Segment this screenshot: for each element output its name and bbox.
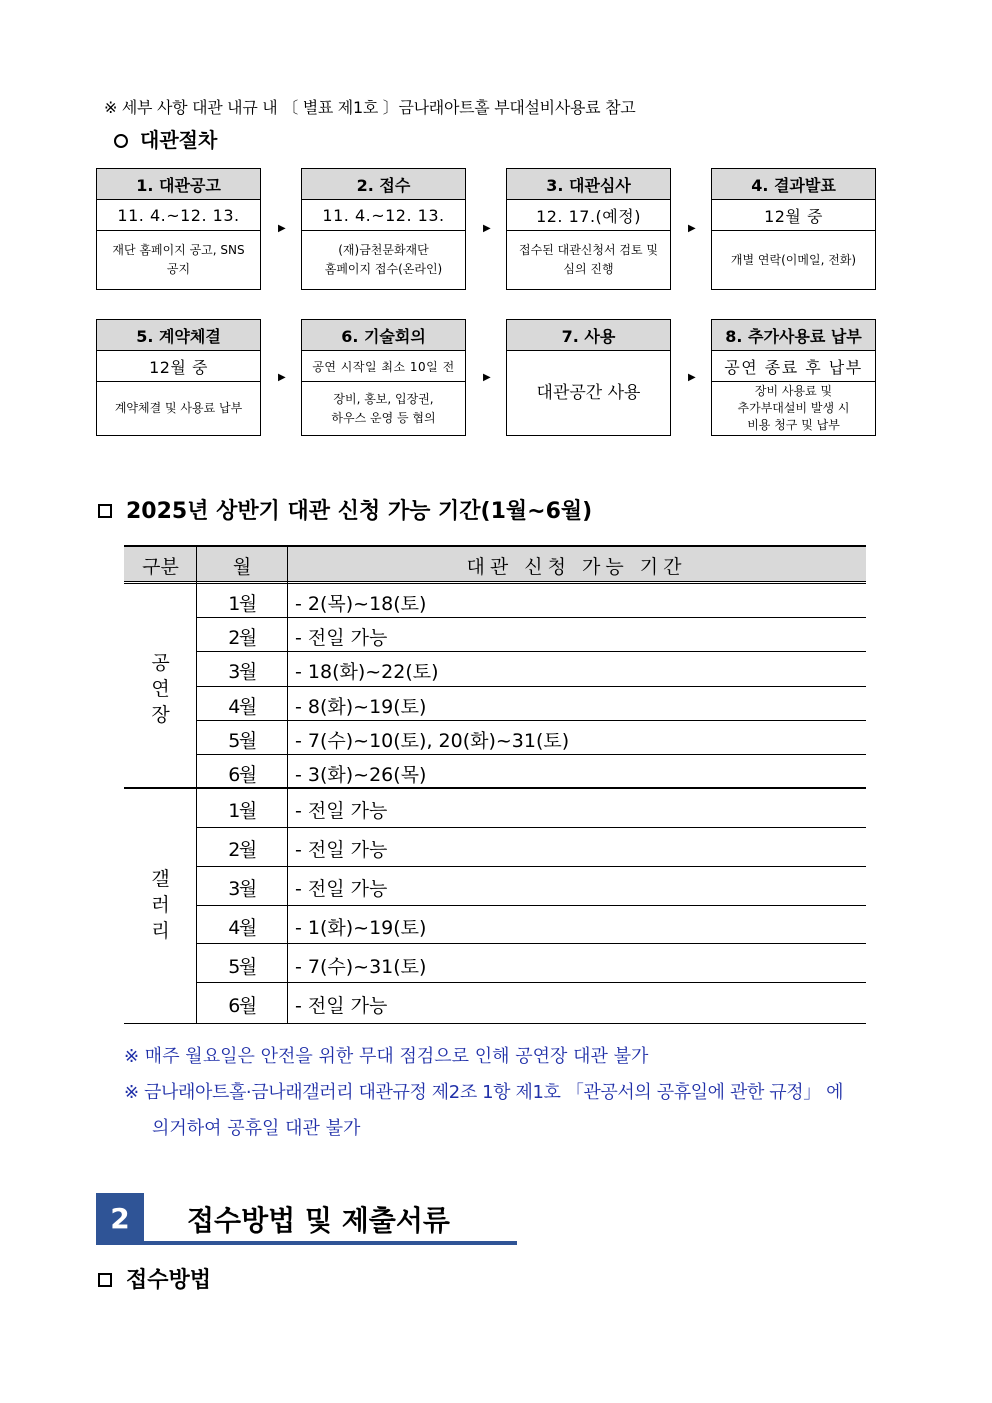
- arrow-right-icon: ▶: [688, 223, 696, 234]
- receipt-title: 접수방법: [126, 1268, 212, 1293]
- month-cell: 4월: [228, 917, 256, 939]
- step-date: 12월 중: [97, 351, 260, 382]
- table-row-divider: [197, 982, 866, 983]
- group-label-venue: [124, 650, 197, 728]
- step-title: 7. 사용: [507, 320, 670, 351]
- step-desc: [712, 231, 875, 289]
- step-desc: [507, 231, 670, 289]
- procedure-step-4: [711, 168, 876, 290]
- table-row-divider: [197, 866, 866, 867]
- month-cell: 5월: [228, 730, 256, 752]
- period-cell: - 전일 가능: [295, 878, 388, 900]
- table-group-divider: [124, 787, 866, 789]
- table-row-divider: [197, 827, 866, 828]
- step-title: 2. 접수: [302, 169, 465, 200]
- arrow-right-icon: ▶: [278, 223, 286, 234]
- table-row-divider: [197, 617, 866, 618]
- table-row-divider: [197, 905, 866, 906]
- procedure-step-3: [506, 168, 671, 290]
- table-row-divider: [197, 754, 866, 755]
- step-desc-line: 개별 연락(이메일, 전화): [730, 252, 857, 267]
- step-title: 1. 대관공고: [97, 169, 260, 200]
- step-date: 공연 종료 후 납부: [712, 351, 875, 382]
- month-cell: 4월: [228, 696, 256, 718]
- procedure-heading: [114, 124, 217, 153]
- period-cell: - 8(화)~19(토): [295, 696, 427, 718]
- period-cell: - 7(수)~10(토), 20(화)~31(토): [295, 730, 570, 752]
- table-col-divider: [287, 547, 288, 1024]
- step-desc: [507, 351, 670, 435]
- period-cell: - 전일 가능: [295, 839, 388, 861]
- step-desc-line: 접수된 대관신청서 검토 및: [519, 243, 658, 257]
- step-date: 11. 4.~12. 13.: [302, 200, 465, 231]
- table-header-divider: [124, 581, 866, 582]
- step-title: 8. 추가사용료 납부: [712, 320, 875, 351]
- arrow-right-icon: ▶: [278, 372, 286, 383]
- step-desc: [97, 231, 260, 289]
- step-title: 4. 결과발표: [712, 169, 875, 200]
- chapter-number: 2: [96, 1193, 144, 1243]
- table-row-divider: [197, 943, 866, 944]
- group-label-gallery: [124, 866, 197, 944]
- table-top-border: [124, 545, 866, 547]
- step-desc: [97, 382, 260, 435]
- step-desc-line: 장비, 홍보, 입장권,: [333, 391, 434, 406]
- step-date: 12월 중: [712, 200, 875, 231]
- step-desc-line: 추가부대설비 발생 시: [737, 401, 850, 415]
- month-cell: 3월: [228, 661, 256, 683]
- step-desc-line: 계약체결 및 사용료 납부: [114, 401, 243, 415]
- table-row-divider: [197, 651, 866, 652]
- month-cell: 3월: [228, 878, 256, 900]
- procedure-step-7: [506, 319, 671, 436]
- group-name: 공연장: [151, 652, 170, 726]
- step-desc-line: 심의 진행: [563, 262, 614, 276]
- step-desc-line: 장비 사용료 및: [754, 384, 833, 398]
- square-bullet-icon: [98, 504, 112, 518]
- step-date: 11. 4.~12. 13.: [97, 200, 260, 231]
- period-cell: - 18(화)~22(토): [295, 661, 439, 683]
- procedure-title: 대관절차: [140, 128, 218, 152]
- procedure-step-1: [96, 168, 261, 290]
- month-cell: 1월: [228, 593, 256, 615]
- chapter-underline: [96, 1241, 517, 1245]
- table-row-divider: [197, 720, 866, 721]
- month-cell: 5월: [228, 956, 256, 978]
- table-bottom-border: [124, 1023, 866, 1024]
- step-desc: [712, 382, 875, 435]
- period-cell: - 전일 가능: [295, 627, 388, 649]
- chapter-title: 접수방법 및 제출서류: [187, 1204, 450, 1237]
- procedure-step-2: [301, 168, 466, 290]
- step-desc: [302, 382, 465, 435]
- procedure-step-5: [96, 319, 261, 436]
- step-title: 6. 기술회의: [302, 320, 465, 351]
- procedure-step-6: [301, 319, 466, 436]
- step-desc: [302, 231, 465, 289]
- month-cell: 1월: [228, 800, 256, 822]
- table-header-category: 구분: [142, 556, 179, 578]
- holiday-note-cont: 의거하여 공휴일 대관 불가: [152, 1118, 361, 1139]
- step-desc-line: 대관공간 사용: [536, 382, 641, 403]
- period-title: 2025년 상반기 대관 신청 가능 기간(1월~6월): [126, 499, 593, 524]
- arrow-right-icon: ▶: [483, 223, 491, 234]
- period-cell: - 2(목)~18(토): [295, 593, 427, 615]
- step-title: 3. 대관심사: [507, 169, 670, 200]
- group-name: 갤러리: [151, 868, 170, 942]
- period-cell: - 3(화)~26(목): [295, 764, 427, 786]
- step-desc-line: 홈페이지 접수(온라인): [324, 262, 443, 276]
- step-date: 공연 시작일 최소 10일 전: [302, 351, 465, 382]
- procedure-step-8: [711, 319, 876, 436]
- step-desc-line: 공지: [166, 262, 191, 276]
- month-cell: 6월: [228, 995, 256, 1017]
- step-desc-line: (재)금천문화재단: [338, 243, 429, 257]
- period-cell: - 전일 가능: [295, 995, 388, 1017]
- period-cell: - 7(수)~31(토): [295, 956, 427, 978]
- period-cell: - 전일 가능: [295, 800, 388, 822]
- step-date: 12. 17.(예정): [507, 200, 670, 231]
- circle-bullet-icon: [114, 134, 128, 148]
- month-cell: 2월: [228, 839, 256, 861]
- step-desc-line: 비용 청구 및 납부: [747, 418, 840, 432]
- table-header-divider: [124, 583, 866, 584]
- step-desc-line: 하우스 운영 등 협의: [331, 410, 436, 425]
- arrow-right-icon: ▶: [483, 372, 491, 383]
- period-heading: [98, 494, 592, 525]
- step-title: 5. 계약체결: [97, 320, 260, 351]
- table-header-period: 대관 신청 가능 기간: [466, 556, 687, 578]
- top-note: ※ 세부 사항 대관 내규 내 〔 별표 제1호 〕금나래아트홀 부대설비사용료 참고: [104, 98, 636, 117]
- table-header-month: 월: [232, 556, 252, 578]
- square-bullet-icon: [98, 1273, 112, 1287]
- holiday-note: ※ 금나래아트홀·금나래갤러리 대관규정 제2조 1항 제1호 「관공서의 공휴일에 관한 규정」 에: [124, 1082, 844, 1103]
- table-row-divider: [197, 686, 866, 687]
- arrow-right-icon: ▶: [688, 372, 696, 383]
- monday-note: ※ 매주 월요일은 안전을 위한 무대 점검으로 인해 공연장 대관 불가: [124, 1046, 649, 1067]
- period-cell: - 1(화)~19(토): [295, 917, 427, 939]
- receipt-heading: [98, 1263, 211, 1294]
- month-cell: 2월: [228, 627, 256, 649]
- step-desc-line: 재단 홈페이지 공고, SNS: [112, 243, 245, 257]
- month-cell: 6월: [228, 764, 256, 786]
